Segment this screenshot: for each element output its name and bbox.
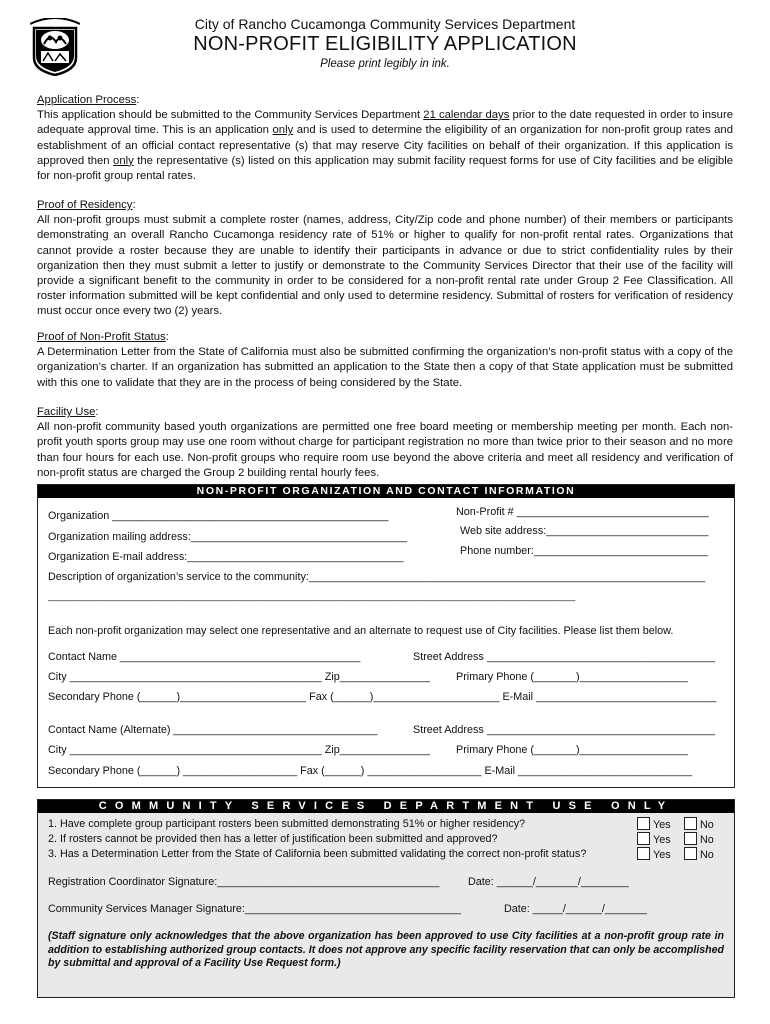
street-address-field[interactable]: Street Address ______________________________________	[413, 651, 715, 663]
q2-yes-checkbox[interactable]: Yes	[637, 832, 671, 846]
form-title: NON-PROFIT ELIGIBILITY APPLICATION	[193, 33, 577, 55]
section-heading: Facility Use	[37, 406, 96, 418]
phone-number-field[interactable]: Phone number:_____________________________	[460, 545, 708, 557]
checkbox-box[interactable]	[684, 817, 697, 830]
section-heading: Proof of Non-Profit Status	[37, 331, 166, 343]
primary-phone-field[interactable]: Primary Phone (_______)__________________	[456, 671, 688, 683]
manager-date[interactable]: Date: _____/______/_______	[504, 903, 647, 915]
q3-no-checkbox[interactable]: No	[684, 847, 714, 861]
checkbox-box[interactable]	[637, 847, 650, 860]
proof-of-nonprofit-section: Proof of Non-Profit Status: A Determination Letter from the State of California must also be submitted confirming the organization’s non-profit status with a copy of the organization’s charter. If an organization has submitted an application to the State then a copy of that State application must be submitted with this one to validate that they are in the process of being considered by the State.	[37, 330, 733, 391]
checkbox-box[interactable]	[684, 832, 697, 845]
mailing-address-field[interactable]: Organization mailing address:____________________________________	[48, 531, 408, 543]
alternate-street-address-field[interactable]: Street Address ______________________________________	[413, 724, 715, 736]
q1-no-checkbox[interactable]: No	[684, 817, 714, 831]
question-3: 3. Has a Determination Letter from the State of California been submitted validating the correct non-profit status?	[48, 848, 587, 860]
manager-signature[interactable]: Community Services Manager Signature:____________________________________	[48, 903, 461, 915]
registration-coordinator-signature[interactable]: Registration Coordinator Signature:_____________________________________	[48, 876, 440, 888]
question-1: 1. Have complete group participant rosters been submitted demonstrating 51% or higher residency?	[48, 818, 526, 830]
proof-of-residency-section: Proof of Residency: All non-profit groups must submit a complete roster (names, address, City/Zip code and phone number) of their members or participants demonstrating an overall Rancho Cucamonga residency rate of 51% or higher to qualify for non-profit rental rates. Organizations that cannot provide a roster because they are unable to identify their participants in advance or due to strict confidentiality rules by their organization then they must submit a letter to justify or demonstrate to the Community Services Director that their use of the facility will provide a significant benefit to the community in order to be considered for a non-profit rental rate under Group 2 Fee Classification. All roster information submitted will be kept confidential and only used to determine residency. Submittal of rosters for verification of residency must occur once every two (2) years.	[37, 198, 733, 320]
representative-note: Each non-profit organization may select one representative and an alternate to request use of City facilities. Please list them below.	[48, 625, 674, 637]
nonprofit-number-field[interactable]: Non-Profit # ________________________________	[456, 506, 709, 518]
section-body: A Determination Letter from the State of California must also be submitted confirming the organization’s non-profit status with a copy of the organization’s charter. If an organization has submitted an application to the State then a copy of that State application must be submitted with this one to validate that they are in the process of being considered by the State.	[37, 346, 733, 389]
contact-name-field[interactable]: Contact Name ________________________________________	[48, 651, 361, 663]
q2-no-checkbox[interactable]: No	[684, 832, 714, 846]
description-field[interactable]: Description of organization’s service to the community:__________________________________________________________________	[48, 571, 706, 583]
question-2: 2. If rosters cannot be provided then has a letter of justification been submitted and approved?	[48, 833, 498, 845]
checkbox-box[interactable]	[684, 847, 697, 860]
org-email-field[interactable]: Organization E-mail address:____________________________________	[48, 551, 404, 563]
alternate-city-zip-field[interactable]: City __________________________________________ Zip_______________	[48, 744, 430, 756]
alternate-contact-name-field[interactable]: Contact Name (Alternate) __________________________________	[48, 724, 378, 736]
print-note: Please print legibly in ink.	[320, 58, 450, 70]
section-heading: Application Process	[37, 94, 137, 106]
section-heading: Proof of Residency	[37, 199, 133, 211]
organization-contact-box	[37, 484, 735, 788]
org-box-title: NON-PROFIT ORGANIZATION AND CONTACT INFORMATION	[38, 485, 734, 498]
checkbox-box[interactable]	[637, 817, 650, 830]
alternate-primary-phone-field[interactable]: Primary Phone (_______)__________________	[456, 744, 688, 756]
description-field-line2[interactable]: ________________________________________________________________________________________________________________	[48, 591, 576, 601]
application-process-section: Application Process: This application should be submitted to the Community Services Department 21 calendar days prior to the date requested in order to insure adequate approval time. This is an application only and is used to determine the eligibility of an organization for non-profit group rates and establishment of an official contact representative (s) that may reserve City facilities on behalf of their organization. If this application is approved then only the representative (s) listed on this application may submit facility request forms for use of City facilities and be eligible for non-profit group rental rates.	[37, 94, 733, 183]
alternate-secondary-phone-fax-email-field[interactable]: Secondary Phone (______) ___________________ Fax (______) ___________________ E-Mail _____________________________	[48, 765, 693, 777]
registration-coordinator-date[interactable]: Date: ______/_______/________	[468, 876, 629, 888]
section-body: All non-profit community based youth organizations are permitted one free board meeting or membership meeting per month. Each non-profit youth sports group may use one room without charge for participant registration no more than twice prior to their season and no more than four hours for each use. Non-profit groups who require room use beyond the above criteria and meet all residency and verification of non-profit status are charged the Group 2 building rental hourly fees.	[37, 421, 733, 479]
section-body: All non-profit groups must submit a complete roster (names, address, City/Zip code and phone number) of their members or participants demonstrating an overall Rancho Cucamonga residency rate of 51% or higher to qualify for non-profit rental rates. Organizations that cannot provide a roster because they are unable to identify their participants in advance or due to strict confidentiality rules by their organization then they must submit a letter to justify or demonstrate to the Community Services Director that their use of the facility will provide a significant benefit to the community in order to be considered for a non-profit rental rate under Group 2 Fee Classification. All roster information submitted will be kept confidential and only used to determine residency. Submittal of rosters for verification of residency must occur once every two (2) years.	[37, 214, 733, 318]
secondary-phone-fax-email-field[interactable]: Secondary Phone (______)_____________________ Fax (______)_____________________ E-Mail ______________________________	[48, 691, 717, 703]
q1-yes-checkbox[interactable]: Yes	[637, 817, 671, 831]
staff-signature-note: (Staff signature only acknowledges that the above organization has been approved to use City facilities at a non-profit group rate in addition to establishing authorized group contacts. It does not approve any specific facility reservation that can only be accomplished by submittal and approval of a Facility Use Request form.)	[48, 930, 724, 969]
department-name: City of Rancho Cucamonga Community Services Department	[194, 16, 576, 32]
staff-box-title: COMMUNITY SERVICES DEPARTMENT USE ONLY	[38, 800, 734, 813]
website-field[interactable]: Web site address:___________________________	[460, 525, 709, 537]
q3-yes-checkbox[interactable]: Yes	[637, 847, 671, 861]
organization-field[interactable]: Organization ______________________________________________	[48, 510, 389, 522]
facility-use-section: Facility Use: All non-profit community based youth organizations are permitted one free board meeting or membership meeting per month. Each non-profit youth sports group may use one room without charge for participant registration no more than twice prior to their season and no more than four hours for each use. Non-profit groups who require room use beyond the above criteria and meet all residency and verification of non-profit status are charged the Group 2 building rental hourly fees.	[37, 405, 733, 481]
city-zip-field[interactable]: City __________________________________________ Zip_______________	[48, 671, 430, 683]
department-use-only-box	[37, 799, 735, 998]
checkbox-box[interactable]	[637, 832, 650, 845]
